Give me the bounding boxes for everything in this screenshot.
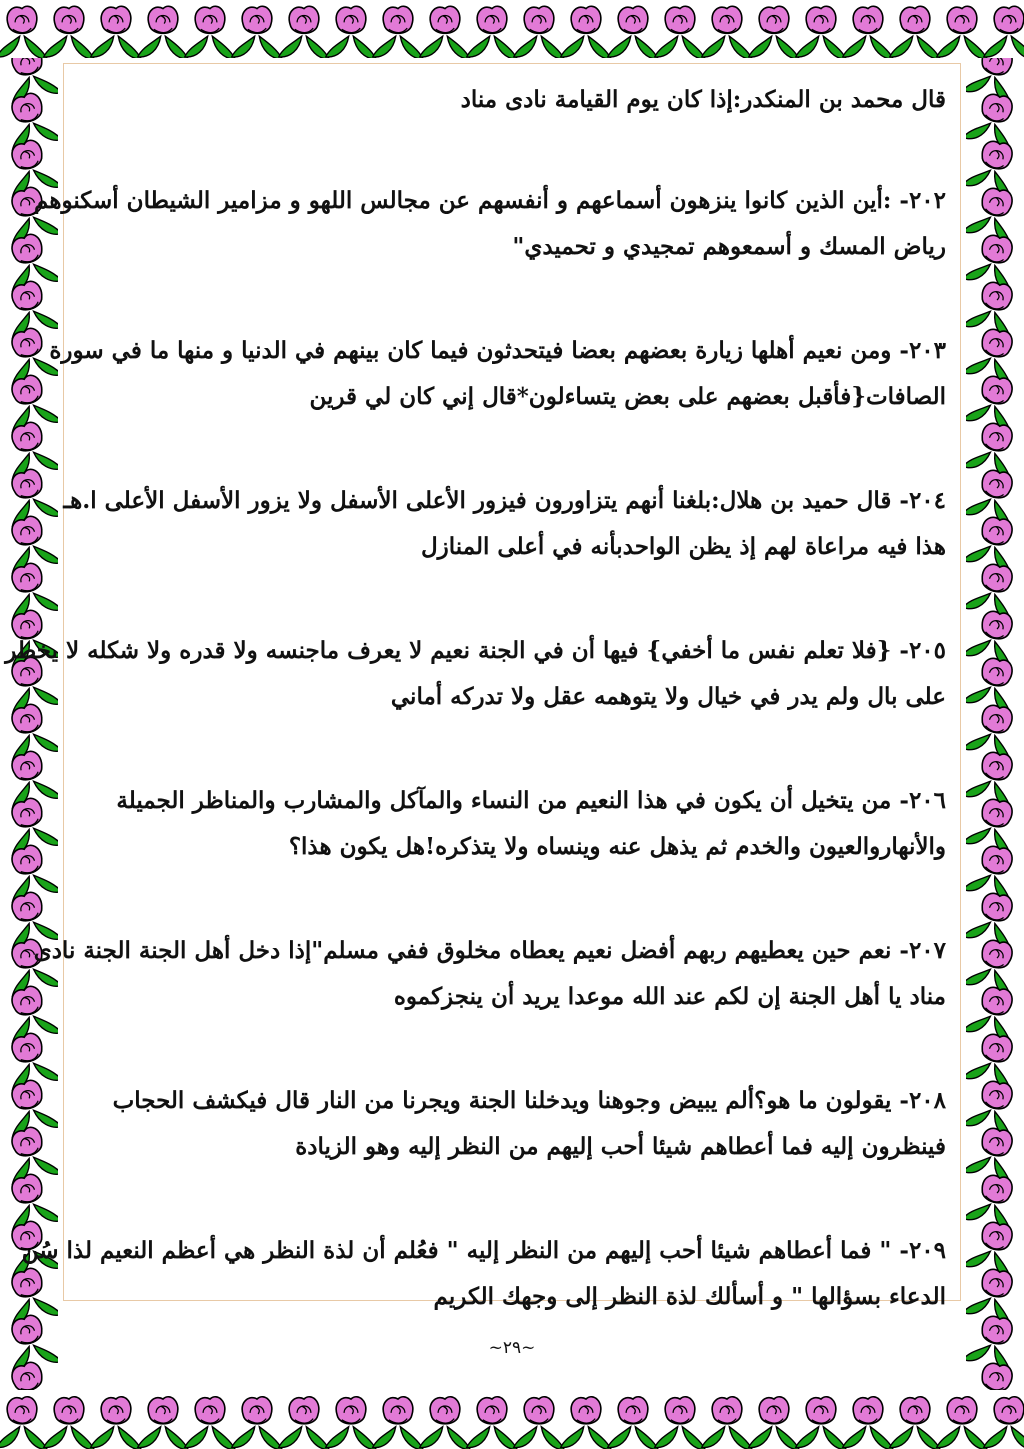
rose-flower-icon (796, 1397, 847, 1449)
paragraph-line: ٢٠٦- من يتخيل أن يكون في هذا النعيم من النساء والمآكل والمشارب والمناظر الجميلة (116, 787, 946, 814)
rose-flower-icon (937, 1397, 988, 1449)
rose-flower-icon (279, 1397, 330, 1449)
rose-flower-icon (655, 6, 706, 58)
rose-flower-icon (326, 1397, 377, 1449)
paragraph-line: مناد يا أهل الجنة إن لكم عند الله موعدا يريد أن ينجزكموه (393, 983, 946, 1010)
paragraph-line: ٢٠٤- قال حميد بن هلال:بلغنا أنهم يتزاورون فيزور الأعلى الأسفل ولا يزور الأسفل الأعلى ا.هـ (63, 487, 946, 514)
rose-flower-icon (420, 1397, 471, 1449)
border-top-svg (0, 0, 1024, 58)
paragraph-206 (80, 778, 946, 870)
paragraph-line: فينظرون إليه فما أعطاهم شيئا أحب إليهم من النظر إليه وهو الزيادة (295, 1133, 946, 1160)
rose-flower-icon (373, 6, 424, 58)
rose-flower-icon (984, 6, 1024, 58)
paragraph-205 (5, 628, 946, 720)
page-number: ~٢٩~ (488, 1338, 536, 1358)
rose-flower-icon (232, 1397, 283, 1449)
paragraph-208 (80, 1078, 946, 1170)
paragraph-line: ٢٠٨- يقولون ما هو؟ألم يبيض وجوهنا ويدخلنا الجنة ويجرنا من النار قال فيكشف الحجاب (112, 1087, 946, 1114)
rose-flower-icon (749, 6, 800, 58)
rose-flower-icon (514, 1397, 565, 1449)
rose-flower-icon (138, 1397, 189, 1449)
rose-flower-icon (232, 6, 283, 58)
rose-flower-icon (984, 1397, 1024, 1449)
rose-border-left (0, 58, 58, 1390)
paragraph-202 (34, 178, 946, 270)
rose-border-bottom (0, 1390, 1024, 1449)
rose-flower-icon (749, 1397, 800, 1449)
rose-flower-icon (326, 6, 377, 58)
rose-flower-icon (279, 6, 330, 58)
paragraph-209 (21, 1228, 946, 1320)
border-left-svg (0, 58, 58, 1390)
rose-flower-icon (373, 1397, 424, 1449)
paragraph-204 (63, 478, 946, 570)
paragraph-line: ٢٠٣- ومن نعيم أهلها زيارة بعضهم بعضا فيتحدثون فيما كان بينهم في الدنيا و منها ما في سورة (49, 337, 946, 364)
rose-flower-icon (185, 1397, 236, 1449)
rose-flower-icon (0, 6, 47, 58)
intro-line: قال محمد بن المنكدر:إذا كان يوم القيامة نادى مناد (460, 86, 946, 113)
paragraph-line: رياض المسك و أسمعوهم تمجيدي و تحميدي" (512, 233, 946, 260)
rose-flower-icon (937, 6, 988, 58)
rose-flower-icon (420, 6, 471, 58)
paragraph-203 (49, 328, 946, 420)
rose-flower-icon (561, 6, 612, 58)
rose-flower-icon (44, 1397, 95, 1449)
rose-flower-icon (966, 1357, 1024, 1390)
border-right-svg (966, 58, 1024, 1390)
paragraph-line: ٢٠٩- " فما أعطاهم شيئا أحب إليهم من النظر إليه " فعُلم أن لذة النظر هي أعظم النعيم لذا سُن (21, 1237, 946, 1264)
rose-flower-icon (0, 1357, 58, 1390)
paragraph-207 (33, 928, 946, 1020)
rose-flower-icon (0, 1397, 47, 1449)
rose-flower-icon (796, 6, 847, 58)
paragraph-line: والأنهاروالعيون والخدم ثم يذهل عنه وينساه ولا يتذكره!هل يكون هذا؟ (288, 833, 946, 860)
rose-flower-icon (843, 1397, 894, 1449)
rose-flower-icon (890, 6, 941, 58)
rose-border-right (966, 58, 1024, 1390)
paragraph-line: ٢٠٧- نعم حين يعطيهم ربهم أفضل نعيم يعطاه مخلوق ففي مسلم"إذا دخل أهل الجنة الجنة نادى (33, 937, 946, 964)
rose-flower-icon (561, 1397, 612, 1449)
rose-flower-icon (91, 6, 142, 58)
rose-flower-icon (702, 1397, 753, 1449)
rose-flower-icon (185, 6, 236, 58)
rose-flower-icon (702, 6, 753, 58)
rose-border-top (0, 0, 1024, 58)
rose-flower-icon (608, 1397, 659, 1449)
paragraph-line: الدعاء بسؤالها " و أسألك لذة النظر إلى وجهك الكريم (433, 1283, 946, 1310)
rose-flower-icon (138, 6, 189, 58)
paragraph-line: الصافات{فأقبل بعضهم على بعض يتساءلون*قال إني كان لي قرين (309, 383, 946, 410)
rose-flower-icon (467, 6, 518, 58)
rose-flower-icon (91, 1397, 142, 1449)
rose-flower-icon (44, 6, 95, 58)
paragraph-line: ٢٠٥- {فلا تعلم نفس ما أخفي} فيها أن في الجنة نعيم لا يعرف ماجنسه ولا قدره ولا شكله لا يخطر (5, 637, 946, 664)
rose-flower-icon (467, 1397, 518, 1449)
paragraph-line: على بال ولم يدر في خيال ولا يتوهمه عقل ولا تدركه أماني (390, 683, 946, 710)
document-body (5, 72, 946, 1310)
rose-flower-icon (514, 6, 565, 58)
rose-flower-icon (655, 1397, 706, 1449)
border-bottom-svg (0, 1390, 1024, 1449)
rose-flower-icon (890, 1397, 941, 1449)
rose-flower-icon (608, 6, 659, 58)
rose-flower-icon (843, 6, 894, 58)
paragraph-line: ٢٠٢- :أين الذين كانوا ينزهون أسماعهم و أنفسهم عن مجالس اللهو و مزامير الشيطان أسكنوهم (34, 187, 946, 214)
paragraph-line: هذا فيه مراعاة لهم إذ يظن الواحدبأنه في أعلى المنازل (420, 533, 946, 560)
